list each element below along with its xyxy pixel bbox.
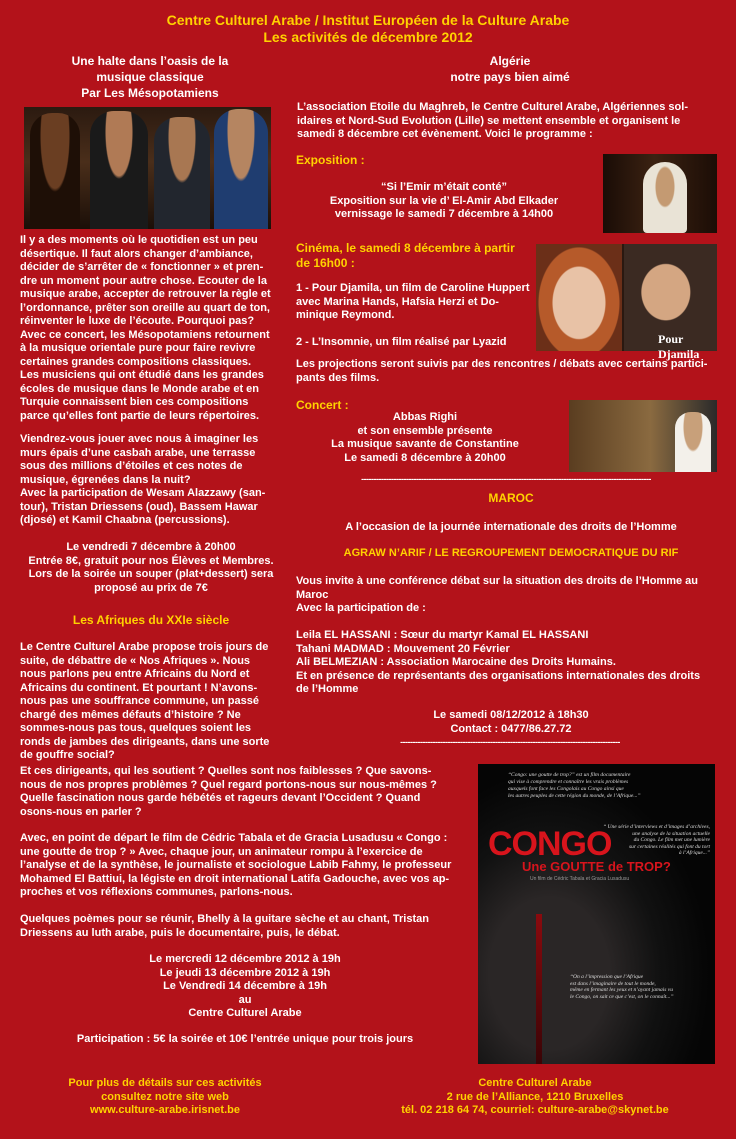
- maroc-date: Le samedi 08/12/2012 à 18h30 Contact : 0477/86.27.72: [433, 709, 589, 735]
- footer-contact: Centre Culturel Arabe 2 rue de l’Alliance, 1210 Bruxelles tél. 02 218 64 74, courriel: culture-arabe@skynet.be: [401, 1077, 669, 1116]
- poemes-text: Quelques poèmes pour se réunir, Bhelly à la guitare sèche et au chant, Tristan Driessens au luth arabe, puis le documentaire, puis, le débat.: [20, 913, 429, 939]
- separator: --------------------------------------------------------------------------------------------------------------------: [361, 474, 651, 484]
- musician-figure: [90, 111, 148, 229]
- cinema-heading: Cinéma, le samedi 8 décembre à partir de 16h00 :: [296, 241, 515, 270]
- emir-photo: [603, 154, 717, 233]
- participation: Participation : 5€ la soirée et 10€ l’entrée unique pour trois jours: [76, 1033, 414, 1045]
- mesopotamiens-body-1: Il y a des moments où le quotidien est un peu désertique. Il faut alors changer d’ambiance, décider de s’arrêter de « fonctionner » et pren- dre un moment pour autre chose. Ecouter de la musique arabe, accepter de retrouver la règle et l’ordonnance, prêter son oreille au quart de ton, réinventer le luxe de l’écoute. Pourquoi pas? Avec ce concert, les Mésopotamiens retournent à la musique orientale pure pour faire revivre certaines grandes compositions classiques. Les musiciens qui ont étudié dans les grandes écoles de musique dans le Monde arabe et en Turquie connaissent bien ces compositions parce qu’elles font partie de leurs répertoires.: [20, 234, 271, 422]
- cinema-film-2: 2 - L’Insomnie, un film réalisé par Lyazid: [296, 336, 507, 348]
- djamila-photo: [536, 244, 717, 361]
- afriques-title: Les Afriques du XXIe siècle: [72, 613, 230, 627]
- cinema-film-1: 1 - Pour Djamila, un film de Caroline Huppert avec Marina Hands, Hafsia Herzi et Do- minique Reymond.: [296, 282, 530, 321]
- congo-poster: [478, 764, 715, 1064]
- concert-photo: [569, 400, 717, 472]
- afriques-questions: Et ces dirigeants, qui les soutient ? Quelles sont nos faiblesses ? Que savons- nous de nos propres problèmes ? Quel regard portons-nous sur nous-mêmes ? Quelle fascination nous garde hébétés et rageurs devant l’Occident ? Quand osons-nous en parler ?: [20, 765, 437, 818]
- maroc-invite: Vous invite à une conférence débat sur la situation des droits de l’Homme au Maroc Avec la participation de :: [296, 575, 698, 614]
- poster-quote-mid: “ Une série d’interviews et d’images d’archives, une analyse de la situation actuelle du Congo. Le film met une lumière sur certaines réalités qui font du tort à l’Afrique...”: [603, 824, 710, 856]
- separator: ----------------------------------------------------------------------------------------: [400, 737, 620, 747]
- maroc-list: Leila EL HASSANI : Sœur du martyr Kamal EL HASSANI Tahani MADMAD : Mouvement 20 Février Ali BELMEZIAN : Association Marocaine des Droits Humains. Et en présence de représentants des organisations internationales des droits de l’Homme: [296, 629, 701, 695]
- algerie-intro: L’association Etoile du Maghreb, le Centre Culturel Arabe, Algériennes sol- idaires et Nord-Sud Evolution (Lille) se mettent ensemble et organisent le samedi 8 décembre cet évènement. Voici le programme :: [297, 101, 688, 140]
- poster-title-rest: Une GOUTTE de TROP?: [522, 859, 671, 874]
- congo-film-text: Avec, en point de départ le film de Cédric Tabala et de Gracia Lusadusu « Congo : une goutte de trop ? » Avec, chaque jour, un animateur rompu à l’exercice de l’analyse et de la synthèse, le journaliste et sociologue Labib Fahmy, le professeur Mohamed El Battiui, la légiste en droit international Latifa Gadouche, avec vos ap- proches et vos réflexions communes, parlons-nous.: [20, 832, 452, 898]
- afriques-body: Le Centre Culturel Arabe propose trois jours de suite, de débattre de « Nos Afriques ». Nous nous parlons peu entre Africains du Nord et Africains du continent. Et pourtant ! N’avons- nous pas une souffrance commune, un passé chargé des mêmes défauts d’histoire ? Ne sommes-nous pas tous, quelques soient les ronds de jambes des dirigeants, dans une sorte de gouffre social?: [20, 641, 270, 761]
- concert-text: Abbas Righi et son ensemble présente La musique savante de Constantine Le samedi 8 décembre à 20h00: [331, 411, 519, 464]
- poster-title-congo: CONGO: [488, 825, 612, 863]
- mesopotamiens-photo: [24, 107, 271, 229]
- mesopotamiens-body-2: Viendrez-vous jouer avec nous à imaginer les murs épais d’une casbah arabe, une terrasse sous des millions d’étoiles et ces notes de musique, égrenées dans la nuit? Avec la participation de Wesam Alazzawy (san- tour), Tristan Driessens (oud), Bassem Hawar (djosé) et Kamil Chaabna (percussions).: [20, 433, 266, 526]
- musician-figure: [154, 117, 210, 229]
- musician-figure: [675, 412, 711, 472]
- expo-text: “Si l’Emir m’était conté” Exposition sur la vie d’ El-Amir Abd Elkader vernissage le samedi 7 décembre à 14h00: [329, 181, 559, 220]
- algerie-title: Algérie notre pays bien aimé: [450, 54, 570, 84]
- header-title: Centre Culturel Arabe / Institut Européen de la Culture Arabe: [166, 12, 570, 28]
- musician-figure: [214, 109, 268, 229]
- cinema-note: Les projections seront suivis par des rencontres / débats avec certains partici- pants des films.: [296, 358, 708, 384]
- poster-quote-top: “Congo: une goutte de trop?” est un film documentaire qui vise à comprendre et connaître les vrais problèmes auxquels font face les Congolais au Congo ainsi que les autres peuples de cette région du monde, de l’Afrique...”: [508, 772, 641, 799]
- emir-figure: [643, 162, 687, 233]
- poster-quote-bottom: “On a l’impression que l’Afrique est dans l’imaginaire de tout le monde, même en fermant les yeux et n’ayant jamais vu le Congo, on sait ce que c’est, on le connaît...”: [570, 974, 674, 1000]
- mesopotamiens-title: Une halte dans l’oasis de la musique classique Par Les Mésopotamiens: [71, 54, 229, 100]
- expo-heading: Exposition :: [296, 153, 365, 167]
- maroc-org: AGRAW N’ARIF / LE REGROUPEMENT DEMOCRATIQUE DU RIF: [343, 547, 679, 559]
- concert-heading: Concert :: [296, 398, 349, 412]
- djamila-caption: Pour Djamila: [658, 332, 700, 361]
- actress-face: [536, 244, 622, 351]
- afriques-dates: Le mercredi 12 décembre 2012 à 19h Le jeudi 13 décembre 2012 à 19h Le Vendredi 14 décembre à 19h au Centre Culturel Arabe: [149, 953, 341, 1019]
- poster-credits: Un film de Cédric Tabala et Gracia Lusadusu: [530, 876, 630, 882]
- musician-figure: [30, 113, 80, 229]
- maroc-sub: A l’occasion de la journée internationale des droits de l’Homme: [345, 521, 677, 533]
- mesopotamiens-info: Le vendredi 7 décembre à 20h00 Entrée 8€, gratuit pour nos Élèves et Membres. Lors de la soirée un souper (plat+dessert) sera proposé au prix de 7€: [28, 541, 274, 594]
- blood-drop-stripe: [536, 914, 542, 1064]
- maroc-title: MAROC: [488, 491, 534, 505]
- footer-website: Pour plus de détails sur ces activités consultez notre site web www.culture-arabe.irisnet.be: [68, 1077, 262, 1116]
- header-subtitle: Les activités de décembre 2012: [263, 29, 473, 45]
